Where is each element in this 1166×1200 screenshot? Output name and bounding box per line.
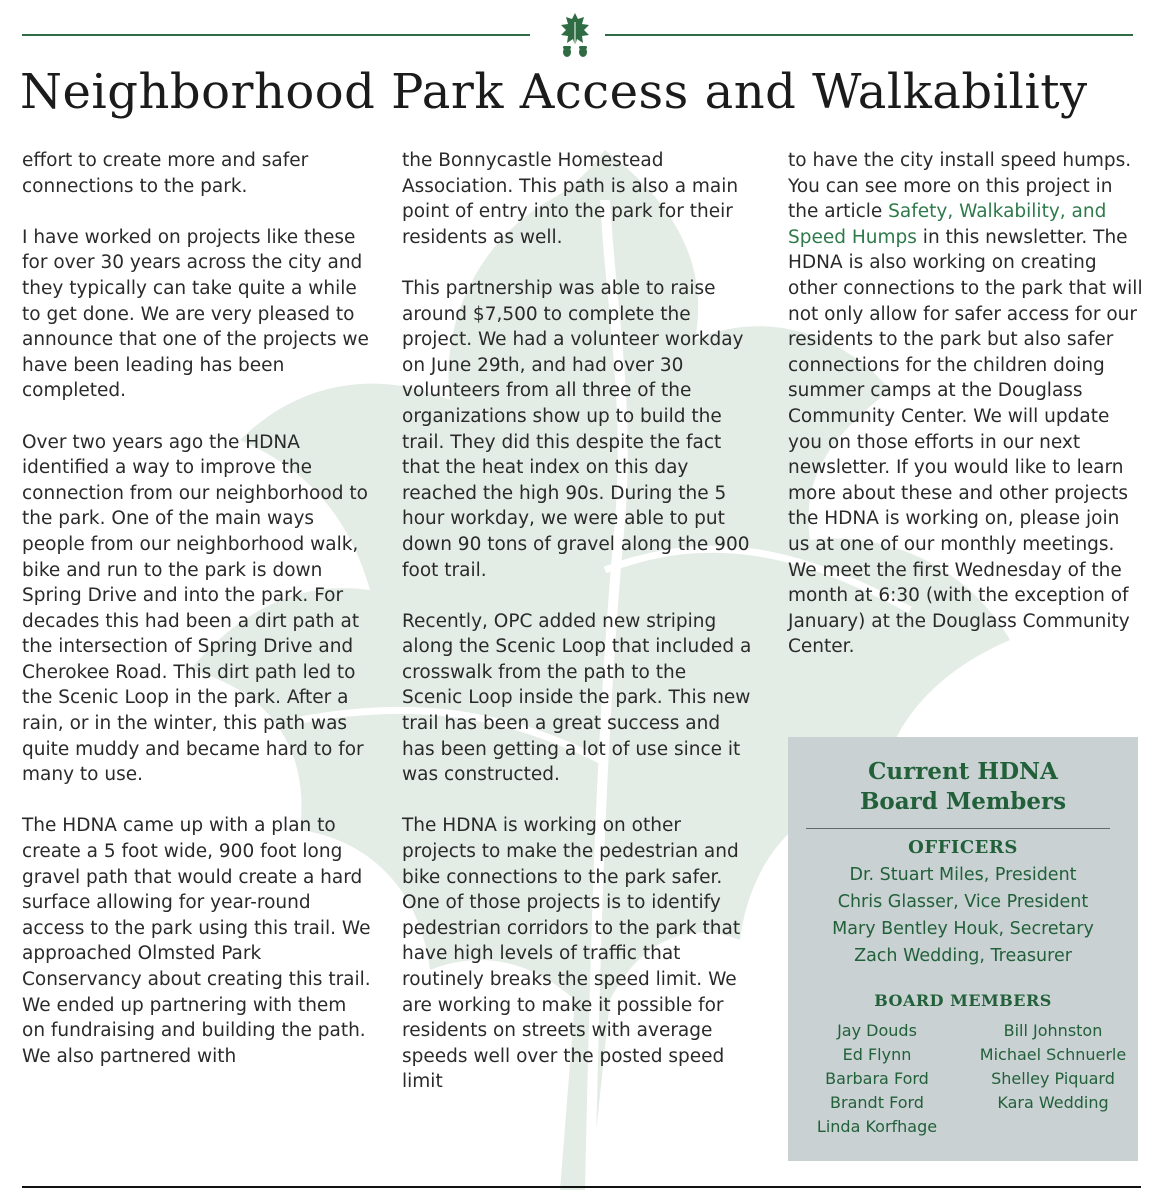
board-member-name: Kara Wedding [997, 1093, 1109, 1112]
paragraph: effort to create more and safer connections to the park. [22, 150, 309, 197]
paragraph: Over two years ago the HDNA identified a way to improve the connection from our neighborhood to the park. One of the main ways people from our neighborhood walk, bike and run to the park is down Spring Drive and into the park. For decades this had been a dirt path at the intersection of Spring Drive and Cherokee Road. This dirt path led to the Scenic Loop in the park. After a rain, or in the winter, this path was quite muddy and became hard to for many to use. [22, 431, 368, 786]
officer-line: Chris Glasser, Vice President [837, 892, 1089, 912]
header-rule-right [605, 34, 1133, 36]
header-rule-left [22, 34, 530, 36]
officer-line: Mary Bentley Houk, Secretary [832, 919, 1094, 939]
paragraph: I have worked on projects like these for over 30 years across the city and they typically can take quite a while to get done. We are very pleased to announce that one of the projects we have been leading has been completed. [22, 226, 369, 402]
board-member-name: Linda Korfhage [816, 1117, 938, 1136]
speed-humps-article-link[interactable]: Safety, Walkability, and Speed Humps [788, 201, 1107, 248]
board-box-title [788, 757, 1138, 817]
board-members-heading: BOARD MEMBERS [874, 991, 1052, 1010]
text-before-link: to have the city install speed humps. You can see more on this project in the article [788, 150, 1132, 223]
article-column-1 [22, 148, 372, 1095]
paragraph: the Bonnycastle Homestead Association. This path is also a main point of entry into the park for their residents as well. [402, 150, 739, 248]
board-member-name: Bill Johnston [1003, 1021, 1103, 1040]
officers-heading: OFFICERS [908, 837, 1018, 858]
footer-rule [22, 1186, 1141, 1188]
paragraph: This partnership was able to raise around $7,500 to complete the project. We had a volunteer workday on June 29th, and had over 30 volunteers from all three of the organizations show up to build the trail. They did this despite the fact that the heat index on this day reached the high 90s. During the 5 hour workday, we were able to put down 90 tons of gravel along the 900 foot trail. [402, 277, 750, 581]
paragraph: The HDNA came up with a plan to create a 5 foot wide, 900 foot long gravel path that would create a hard surface allowing for year-round access to the park using this trail. We approached Olmsted Park Conservancy about creating this trail. We ended up partnering with them on fundraising and building the path. We also partnered with [22, 815, 371, 1067]
paragraph [788, 148, 1143, 660]
board-member-name: Barbara Ford [825, 1069, 929, 1088]
board-member-name: Brandt Ford [830, 1093, 924, 1112]
board-members-box [788, 737, 1138, 1161]
board-title-line: Board Members [859, 788, 1067, 815]
board-member-name: Jay Douds [837, 1021, 917, 1040]
paragraph: Recently, OPC added new striping along the Scenic Loop that included a crosswalk from the path to the Scenic Loop inside the park. This new trail has been a great success and has been getting a lot of use since it was constructed. [402, 610, 752, 786]
paragraph: The HDNA is working on other projects to make the pedestrian and bike connections to the park safer. One of those projects is to identify pedestrian corridors to the park that have high levels of traffic that routinely breaks the speed limit. We are working to make it possible for residents on streets with average speeds well over the posted speed limit [402, 815, 741, 1093]
board-member-name: Ed Flynn [842, 1045, 912, 1064]
article-column-3 [788, 148, 1143, 685]
board-member-name: Michael Schnuerle [979, 1045, 1127, 1064]
officer-line: Zach Wedding, Treasurer [854, 946, 1072, 966]
oak-leaf-acorn-icon [553, 10, 597, 60]
board-member-name: Shelley Piquard [991, 1069, 1115, 1088]
page-title: Neighborhood Park Access and Walkability [20, 64, 1088, 120]
article-column-2 [402, 148, 752, 1121]
text-after-link: in this newsletter. The HDNA is also working on creating other connections to the park that will not only allow for safer access for our residents to the park but also safer connections for the children doing summer camps at the Douglass Community Center. We will update you on those efforts in our next newsletter. If you would like to learn more about these and other projects the HDNA is working on, please join us at one of our monthly meetings. We meet the first Wednesday of the month at 6:30 (with the exception of January) at the Douglass Community Center. [788, 226, 1143, 658]
board-divider [806, 828, 1110, 829]
board-title-line: Current HDNA [868, 758, 1058, 785]
officer-line: Dr. Stuart Miles, President [849, 865, 1077, 885]
